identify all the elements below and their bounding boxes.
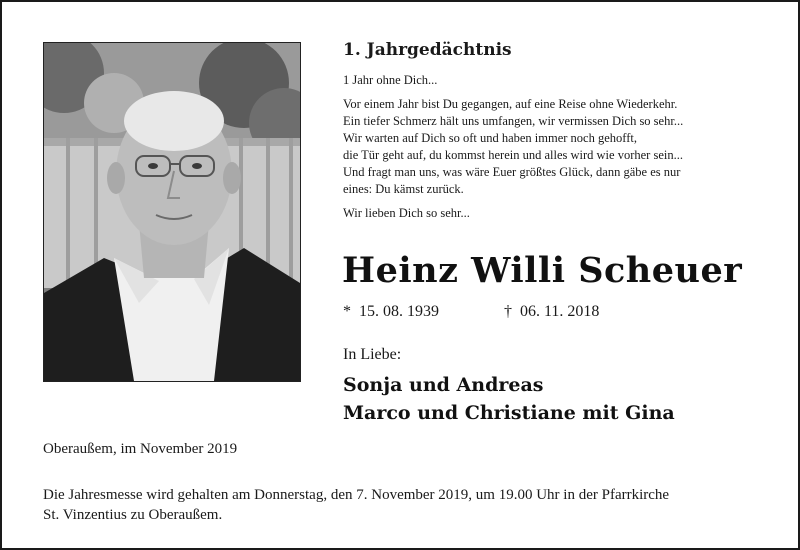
mass-line: St. Vinzentius zu Oberaußem. [43, 507, 223, 523]
birth-date-group [343, 303, 439, 321]
poem-closing: Wir lieben Dich so sehr... [343, 206, 470, 220]
mourners-intro: In Liebe: [343, 346, 402, 363]
place-and-date: Oberaußem, im November 2019 [43, 441, 238, 457]
portrait-photo [43, 42, 301, 382]
death-date: 06. 11. 2018 [520, 303, 600, 320]
death-date-group [504, 303, 599, 321]
mourners-line: Sonja und Andreas [343, 374, 544, 396]
memorial-text-column [343, 40, 773, 222]
memorial-poem [343, 72, 773, 222]
birth-symbol: * [343, 303, 351, 320]
poem-line: Ein tiefer Schmerz hält uns umfangen, wir vermissen Dich so sehr... [343, 114, 684, 128]
mass-announcement [43, 485, 783, 525]
poem-line: Vor einem Jahr bist Du gegangen, auf eine Reise ohne Wiederkehr. [343, 97, 678, 111]
poem-line: 1 Jahr ohne Dich... [343, 73, 438, 87]
notice-heading: 1. Jahrgedächtnis [343, 40, 512, 60]
deceased-name: Heinz Willi Scheuer [342, 250, 743, 291]
mass-line: Die Jahresmesse wird gehalten am Donnerstag, den 7. November 2019, um 19.00 Uhr in der Pfarrkirche [43, 487, 670, 503]
mourners-line: Marco und Christiane mit Gina [343, 402, 675, 424]
birth-date: 15. 08. 1939 [359, 303, 439, 320]
portrait-image [44, 43, 300, 381]
poem-line: Und fragt man uns, was wäre Euer größtes Glück, dann gäbe es nur [343, 165, 681, 179]
poem-line: die Tür geht auf, du kommst herein und alles wird wie vorher sein... [343, 148, 683, 162]
poem-line: Wir warten auf Dich so oft und haben immer noch gehofft, [343, 131, 637, 145]
cross-icon: † [504, 303, 512, 320]
poem-line: eines: Du kämst zurück. [343, 182, 464, 196]
